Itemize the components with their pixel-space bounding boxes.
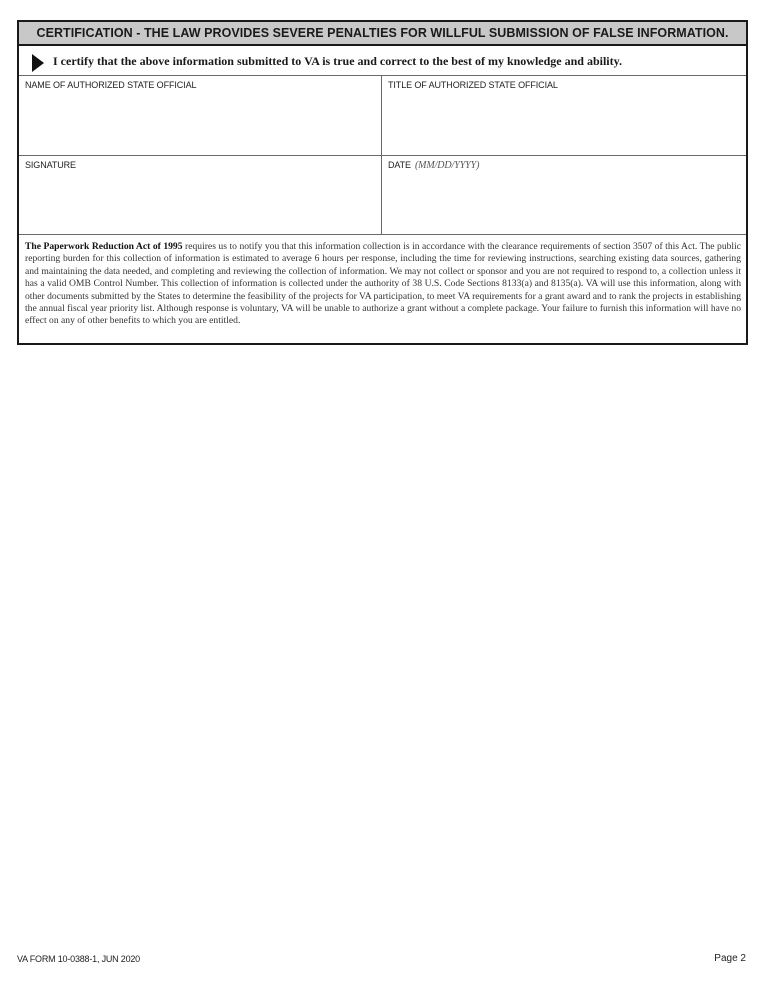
name-of-official-input[interactable]: [25, 94, 375, 149]
name-of-official-field[interactable]: [19, 76, 382, 156]
name-of-official-label: NAME OF AUTHORIZED STATE OFFICIAL: [25, 80, 197, 90]
signature-field[interactable]: [19, 156, 382, 235]
date-format-hint: (MM/DD/YYYY): [414, 160, 480, 171]
paperwork-act-title: The Paperwork Reduction Act of 1995: [25, 241, 183, 252]
date-field[interactable]: [382, 156, 746, 235]
title-of-official-label: TITLE OF AUTHORIZED STATE OFFICIAL: [388, 80, 558, 90]
paperwork-act-body: requires us to notify you that this information collection is in accordance with the clearance requirements of section 3507 of this Act. The public reporting burden for this collection of information is estimated to average 6 hours per response, including the time for reviewing instructions, searching existing data sources, gathering and maintaining the data needed, and completing and reviewing the collection of information. We may not collect or sponsor and you are not required to respond to, a collection unless it has a valid OMB Control Number. This collection of information is collected under the authority of 38 U.S. Code Sections 8133(a) and 8135(a). VA will use this information, along with other documents submitted by the States to determine the feasibility of the projects for VA participation, to meet VA requirements for a grant award and to rank the projects in establishing the annual fiscal year priority list. Although response is voluntary, VA will be unable to authorize a grant without a complete package. Your failure to furnish this information will have no effect on any of other benefits to which you are entitled.: [25, 241, 742, 327]
certification-header: [19, 22, 746, 46]
signature-label: SIGNATURE: [25, 160, 76, 170]
certification-header-text: CERTIFICATION - THE LAW PROVIDES SEVERE PENALTIES FOR WILLFUL SUBMISSION OF FALSE INFORMATION.: [36, 26, 729, 40]
paperwork-reduction-notice: [19, 235, 746, 343]
arrow-right-icon: [32, 54, 44, 72]
signature-input[interactable]: [25, 174, 375, 228]
certify-statement-row: [19, 46, 746, 76]
date-label: [388, 160, 479, 171]
certify-statement: I certify that the above information submitted to VA is true and correct to the best of my knowledge and ability.: [53, 53, 622, 68]
page-number: Page 2: [714, 953, 746, 964]
certification-section: [17, 20, 748, 345]
date-label-text: DATE: [388, 160, 411, 170]
form-identifier: VA FORM 10-0388-1, JUN 2020: [17, 954, 140, 964]
title-of-official-input[interactable]: [388, 94, 740, 149]
title-of-official-field[interactable]: [382, 76, 746, 156]
date-input[interactable]: [388, 174, 740, 228]
